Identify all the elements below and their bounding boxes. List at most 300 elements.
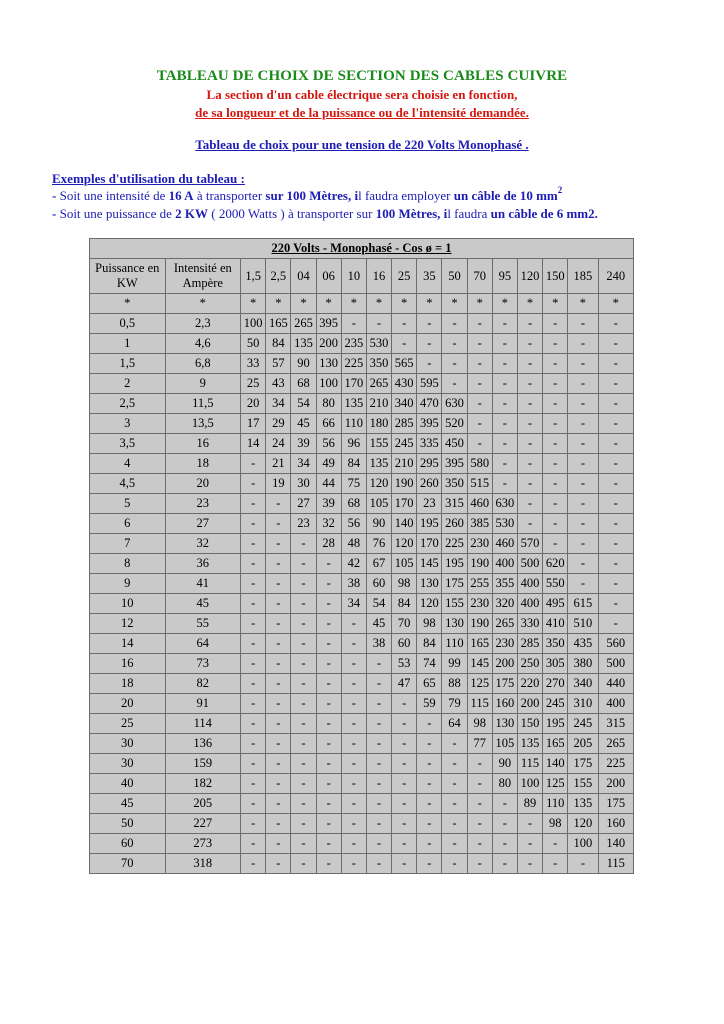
length-cell: 135 bbox=[341, 394, 366, 414]
length-cell: 320 bbox=[492, 594, 517, 614]
length-cell: 90 bbox=[366, 514, 391, 534]
length-cell: 110 bbox=[341, 414, 366, 434]
length-cell: 105 bbox=[366, 494, 391, 514]
length-cell: 410 bbox=[543, 614, 568, 634]
cable-section-table-wrapper bbox=[89, 238, 634, 874]
table-row bbox=[90, 714, 634, 734]
length-cell: 110 bbox=[442, 634, 467, 654]
length-cell: 315 bbox=[598, 714, 634, 734]
length-cell: - bbox=[241, 674, 266, 694]
length-cell: - bbox=[266, 834, 291, 854]
length-cell: - bbox=[543, 454, 568, 474]
length-cell: 285 bbox=[392, 414, 417, 434]
length-cell: - bbox=[241, 834, 266, 854]
length-cell: 245 bbox=[392, 434, 417, 454]
length-cell: 84 bbox=[341, 454, 366, 474]
length-cell: - bbox=[598, 354, 634, 374]
column-header-section: 04 bbox=[291, 259, 316, 294]
table-row bbox=[90, 434, 634, 454]
length-cell: - bbox=[341, 654, 366, 674]
length-cell: 27 bbox=[291, 494, 316, 514]
length-cell: - bbox=[568, 534, 598, 554]
length-cell: - bbox=[598, 574, 634, 594]
length-cell: 340 bbox=[568, 674, 598, 694]
length-cell: 56 bbox=[316, 434, 341, 454]
length-cell: 200 bbox=[492, 654, 517, 674]
length-cell: 125 bbox=[543, 774, 568, 794]
length-cell: - bbox=[266, 554, 291, 574]
current-cell: 136 bbox=[165, 734, 241, 754]
length-cell: - bbox=[291, 554, 316, 574]
length-cell: 175 bbox=[442, 574, 467, 594]
length-cell: - bbox=[266, 754, 291, 774]
length-cell: 140 bbox=[598, 834, 634, 854]
length-cell: - bbox=[442, 754, 467, 774]
length-cell: - bbox=[266, 814, 291, 834]
length-cell: 580 bbox=[467, 454, 492, 474]
length-cell: 510 bbox=[568, 614, 598, 634]
length-cell: 19 bbox=[266, 474, 291, 494]
length-cell: - bbox=[241, 694, 266, 714]
column-header-section: 240 bbox=[598, 259, 634, 294]
power-cell: 40 bbox=[90, 774, 166, 794]
length-cell: - bbox=[442, 794, 467, 814]
power-cell: 45 bbox=[90, 794, 166, 814]
power-cell: 25 bbox=[90, 714, 166, 734]
length-cell: - bbox=[467, 754, 492, 774]
length-cell: 295 bbox=[417, 454, 442, 474]
length-cell: 160 bbox=[598, 814, 634, 834]
example-line-2 bbox=[52, 206, 598, 222]
length-cell: 225 bbox=[442, 534, 467, 554]
length-cell: 30 bbox=[291, 474, 316, 494]
length-cell: - bbox=[291, 814, 316, 834]
length-cell: - bbox=[568, 474, 598, 494]
table-row bbox=[90, 394, 634, 414]
length-cell: 450 bbox=[442, 434, 467, 454]
current-cell: 114 bbox=[165, 714, 241, 734]
length-cell: 34 bbox=[266, 394, 291, 414]
length-cell: 88 bbox=[442, 674, 467, 694]
length-cell: 335 bbox=[417, 434, 442, 454]
length-cell: 380 bbox=[568, 654, 598, 674]
length-cell: 125 bbox=[467, 674, 492, 694]
length-cell: - bbox=[266, 694, 291, 714]
length-cell: - bbox=[241, 614, 266, 634]
column-header-section: 16 bbox=[366, 259, 391, 294]
length-cell: - bbox=[517, 354, 542, 374]
length-cell: 84 bbox=[417, 634, 442, 654]
length-cell: - bbox=[517, 494, 542, 514]
current-cell: 318 bbox=[165, 854, 241, 874]
length-cell: 165 bbox=[467, 634, 492, 654]
length-cell: - bbox=[241, 514, 266, 534]
length-cell: - bbox=[266, 714, 291, 734]
length-cell: 230 bbox=[492, 634, 517, 654]
length-cell: 165 bbox=[543, 734, 568, 754]
length-cell: - bbox=[598, 394, 634, 414]
power-cell: 50 bbox=[90, 814, 166, 834]
length-cell: - bbox=[341, 314, 366, 334]
current-cell: 23 bbox=[165, 494, 241, 514]
length-cell: 225 bbox=[341, 354, 366, 374]
length-cell: - bbox=[598, 434, 634, 454]
length-cell: - bbox=[543, 514, 568, 534]
length-cell: - bbox=[492, 814, 517, 834]
length-cell: 21 bbox=[266, 454, 291, 474]
power-cell: 14 bbox=[90, 634, 166, 654]
example-1-bold-b: sur 100 Mètres, i bbox=[265, 188, 359, 203]
power-cell: 30 bbox=[90, 754, 166, 774]
length-cell: - bbox=[467, 834, 492, 854]
length-cell: - bbox=[442, 354, 467, 374]
star-cell: * bbox=[417, 294, 442, 314]
length-cell: - bbox=[598, 314, 634, 334]
length-cell: 100 bbox=[316, 374, 341, 394]
length-cell: - bbox=[316, 614, 341, 634]
length-cell: - bbox=[341, 834, 366, 854]
length-cell: - bbox=[341, 854, 366, 874]
length-cell: 230 bbox=[467, 534, 492, 554]
current-cell: 20 bbox=[165, 474, 241, 494]
length-cell: - bbox=[392, 794, 417, 814]
star-cell: * bbox=[341, 294, 366, 314]
length-cell: - bbox=[568, 454, 598, 474]
length-cell: - bbox=[241, 814, 266, 834]
length-cell: - bbox=[291, 694, 316, 714]
length-cell: - bbox=[467, 394, 492, 414]
length-cell: - bbox=[568, 494, 598, 514]
table-header-row bbox=[90, 259, 634, 294]
length-cell: - bbox=[492, 314, 517, 334]
length-cell: - bbox=[241, 714, 266, 734]
length-cell: 305 bbox=[543, 654, 568, 674]
length-cell: - bbox=[598, 494, 634, 514]
length-cell: - bbox=[392, 754, 417, 774]
length-cell: 400 bbox=[517, 594, 542, 614]
length-cell: 495 bbox=[543, 594, 568, 614]
current-cell: 2,3 bbox=[165, 314, 241, 334]
column-header-section: 185 bbox=[568, 259, 598, 294]
current-cell: 4,6 bbox=[165, 334, 241, 354]
length-cell: - bbox=[266, 594, 291, 614]
length-cell: 285 bbox=[517, 634, 542, 654]
length-cell: 265 bbox=[366, 374, 391, 394]
length-cell: - bbox=[467, 854, 492, 874]
length-cell: - bbox=[598, 534, 634, 554]
length-cell: - bbox=[241, 734, 266, 754]
column-header-section: 150 bbox=[543, 259, 568, 294]
length-cell: 50 bbox=[241, 334, 266, 354]
length-cell: 265 bbox=[598, 734, 634, 754]
length-cell: 38 bbox=[366, 634, 391, 654]
table-row bbox=[90, 414, 634, 434]
table-row bbox=[90, 474, 634, 494]
length-cell: - bbox=[341, 794, 366, 814]
length-cell: - bbox=[417, 834, 442, 854]
length-cell: - bbox=[266, 534, 291, 554]
length-cell: 80 bbox=[492, 774, 517, 794]
length-cell: 48 bbox=[341, 534, 366, 554]
length-cell: - bbox=[366, 714, 391, 734]
length-cell: 435 bbox=[568, 634, 598, 654]
star-cell: * bbox=[392, 294, 417, 314]
length-cell: - bbox=[341, 714, 366, 734]
power-cell: 4 bbox=[90, 454, 166, 474]
length-cell: - bbox=[467, 434, 492, 454]
length-cell: 140 bbox=[543, 754, 568, 774]
length-cell: - bbox=[266, 634, 291, 654]
power-cell: 6 bbox=[90, 514, 166, 534]
length-cell: - bbox=[366, 654, 391, 674]
length-cell: 500 bbox=[517, 554, 542, 574]
length-cell: - bbox=[568, 334, 598, 354]
length-cell: 80 bbox=[316, 394, 341, 414]
column-header-section: 120 bbox=[517, 259, 542, 294]
length-cell: - bbox=[291, 634, 316, 654]
length-cell: - bbox=[467, 314, 492, 334]
length-cell: - bbox=[598, 514, 634, 534]
length-cell: - bbox=[543, 834, 568, 854]
power-cell: 20 bbox=[90, 694, 166, 714]
length-cell: - bbox=[417, 334, 442, 354]
length-cell: 350 bbox=[442, 474, 467, 494]
length-cell: - bbox=[316, 814, 341, 834]
table-row bbox=[90, 794, 634, 814]
power-cell: 7 bbox=[90, 534, 166, 554]
table-row bbox=[90, 854, 634, 874]
length-cell: - bbox=[392, 854, 417, 874]
length-cell: - bbox=[442, 734, 467, 754]
table-row bbox=[90, 314, 634, 334]
length-cell: - bbox=[291, 854, 316, 874]
length-cell: - bbox=[492, 474, 517, 494]
length-cell: - bbox=[417, 314, 442, 334]
current-cell: 82 bbox=[165, 674, 241, 694]
length-cell: - bbox=[442, 334, 467, 354]
current-cell: 27 bbox=[165, 514, 241, 534]
length-cell: - bbox=[291, 834, 316, 854]
length-cell: 98 bbox=[467, 714, 492, 734]
table-row bbox=[90, 614, 634, 634]
table-row bbox=[90, 494, 634, 514]
length-cell: - bbox=[291, 754, 316, 774]
example-1-superscript: 2 bbox=[557, 185, 563, 195]
length-cell: - bbox=[492, 434, 517, 454]
length-cell: 395 bbox=[316, 314, 341, 334]
length-cell: 98 bbox=[543, 814, 568, 834]
example-1-text-c: l faudra employer bbox=[358, 188, 454, 203]
length-cell: 76 bbox=[366, 534, 391, 554]
length-cell: 265 bbox=[291, 314, 316, 334]
example-2-bold-b: 100 Mètres, i bbox=[375, 206, 448, 221]
length-cell: - bbox=[543, 854, 568, 874]
length-cell: - bbox=[467, 814, 492, 834]
length-cell: - bbox=[492, 834, 517, 854]
example-1-text-b: à transporter bbox=[193, 188, 266, 203]
length-cell: 210 bbox=[392, 454, 417, 474]
star-cell: * bbox=[442, 294, 467, 314]
length-cell: 400 bbox=[517, 574, 542, 594]
table-caption-row bbox=[90, 239, 634, 259]
table-row bbox=[90, 814, 634, 834]
length-cell: - bbox=[266, 794, 291, 814]
length-cell: 115 bbox=[467, 694, 492, 714]
length-cell: - bbox=[517, 814, 542, 834]
table-heading: Tableau de choix pour une tension de 220 Volts Monophasé . bbox=[195, 137, 529, 152]
length-cell: - bbox=[392, 834, 417, 854]
table-star-row bbox=[90, 294, 634, 314]
length-cell: 25 bbox=[241, 374, 266, 394]
length-cell: - bbox=[417, 814, 442, 834]
example-2-bold-a: 2 KW bbox=[175, 206, 209, 221]
power-cell: 4,5 bbox=[90, 474, 166, 494]
length-cell: 400 bbox=[492, 554, 517, 574]
length-cell: 230 bbox=[467, 594, 492, 614]
length-cell: - bbox=[241, 474, 266, 494]
length-cell: 550 bbox=[543, 574, 568, 594]
power-cell: 3 bbox=[90, 414, 166, 434]
length-cell: - bbox=[417, 714, 442, 734]
length-cell: - bbox=[517, 474, 542, 494]
length-cell: - bbox=[517, 374, 542, 394]
length-cell: 245 bbox=[543, 694, 568, 714]
length-cell: 100 bbox=[241, 314, 266, 334]
length-cell: - bbox=[543, 354, 568, 374]
length-cell: - bbox=[442, 834, 467, 854]
length-cell: 270 bbox=[543, 674, 568, 694]
star-cell: * bbox=[467, 294, 492, 314]
length-cell: 560 bbox=[598, 634, 634, 654]
star-cell: * bbox=[90, 294, 166, 314]
length-cell: - bbox=[543, 474, 568, 494]
length-cell: 130 bbox=[442, 614, 467, 634]
length-cell: - bbox=[316, 694, 341, 714]
table-row bbox=[90, 554, 634, 574]
length-cell: - bbox=[316, 754, 341, 774]
length-cell: - bbox=[517, 834, 542, 854]
power-cell: 0,5 bbox=[90, 314, 166, 334]
star-cell: * bbox=[598, 294, 634, 314]
table-row bbox=[90, 634, 634, 654]
star-cell: * bbox=[266, 294, 291, 314]
length-cell: 135 bbox=[366, 454, 391, 474]
length-cell: - bbox=[316, 674, 341, 694]
current-cell: 273 bbox=[165, 834, 241, 854]
table-row bbox=[90, 674, 634, 694]
length-cell: - bbox=[291, 594, 316, 614]
length-cell: - bbox=[366, 754, 391, 774]
column-header-section: 25 bbox=[392, 259, 417, 294]
length-cell: - bbox=[266, 774, 291, 794]
length-cell: 45 bbox=[366, 614, 391, 634]
table-row bbox=[90, 734, 634, 754]
length-cell: - bbox=[266, 674, 291, 694]
length-cell: - bbox=[543, 374, 568, 394]
length-cell: 60 bbox=[366, 574, 391, 594]
length-cell: - bbox=[241, 454, 266, 474]
length-cell: 190 bbox=[467, 614, 492, 634]
length-cell: - bbox=[266, 614, 291, 634]
length-cell: 90 bbox=[291, 354, 316, 374]
length-cell: - bbox=[241, 554, 266, 574]
length-cell: - bbox=[241, 494, 266, 514]
length-cell: - bbox=[266, 574, 291, 594]
length-cell: - bbox=[543, 314, 568, 334]
length-cell: - bbox=[517, 514, 542, 534]
table-row bbox=[90, 654, 634, 674]
length-cell: - bbox=[341, 774, 366, 794]
length-cell: - bbox=[568, 554, 598, 574]
length-cell: 96 bbox=[341, 434, 366, 454]
length-cell: 170 bbox=[417, 534, 442, 554]
column-header-section: 1,5 bbox=[241, 259, 266, 294]
length-cell: - bbox=[341, 734, 366, 754]
length-cell: - bbox=[341, 614, 366, 634]
power-cell: 8 bbox=[90, 554, 166, 574]
length-cell: - bbox=[467, 374, 492, 394]
length-cell: - bbox=[543, 494, 568, 514]
length-cell: 135 bbox=[568, 794, 598, 814]
length-cell: - bbox=[316, 714, 341, 734]
length-cell: 75 bbox=[341, 474, 366, 494]
length-cell: 130 bbox=[316, 354, 341, 374]
star-cell: * bbox=[165, 294, 241, 314]
length-cell: - bbox=[467, 774, 492, 794]
length-cell: - bbox=[517, 854, 542, 874]
length-cell: 190 bbox=[467, 554, 492, 574]
length-cell: 395 bbox=[442, 454, 467, 474]
length-cell: 430 bbox=[392, 374, 417, 394]
length-cell: - bbox=[467, 414, 492, 434]
subtitle-line-1: La section d'un cable électrique sera choisie en fonction, bbox=[206, 87, 518, 102]
current-cell: 32 bbox=[165, 534, 241, 554]
length-cell: - bbox=[241, 574, 266, 594]
length-cell: 130 bbox=[492, 714, 517, 734]
length-cell: 39 bbox=[316, 494, 341, 514]
length-cell: 145 bbox=[417, 554, 442, 574]
length-cell: 220 bbox=[517, 674, 542, 694]
length-cell: - bbox=[316, 574, 341, 594]
length-cell: - bbox=[467, 334, 492, 354]
length-cell: 44 bbox=[316, 474, 341, 494]
length-cell: - bbox=[492, 454, 517, 474]
length-cell: - bbox=[442, 314, 467, 334]
length-cell: - bbox=[266, 854, 291, 874]
star-cell: * bbox=[543, 294, 568, 314]
length-cell: - bbox=[341, 754, 366, 774]
power-cell: 16 bbox=[90, 654, 166, 674]
length-cell: 205 bbox=[568, 734, 598, 754]
length-cell: - bbox=[598, 454, 634, 474]
example-1-dash: - bbox=[52, 188, 60, 203]
length-cell: - bbox=[316, 854, 341, 874]
length-cell: - bbox=[492, 394, 517, 414]
length-cell: 84 bbox=[266, 334, 291, 354]
length-cell: 500 bbox=[598, 654, 634, 674]
length-cell: - bbox=[417, 774, 442, 794]
length-cell: 89 bbox=[517, 794, 542, 814]
length-cell: 34 bbox=[341, 594, 366, 614]
power-cell: 1 bbox=[90, 334, 166, 354]
length-cell: 105 bbox=[492, 734, 517, 754]
length-cell: - bbox=[341, 634, 366, 654]
length-cell: - bbox=[291, 614, 316, 634]
column-header-section: 95 bbox=[492, 259, 517, 294]
length-cell: 23 bbox=[417, 494, 442, 514]
length-cell: 225 bbox=[598, 754, 634, 774]
length-cell: 210 bbox=[366, 394, 391, 414]
